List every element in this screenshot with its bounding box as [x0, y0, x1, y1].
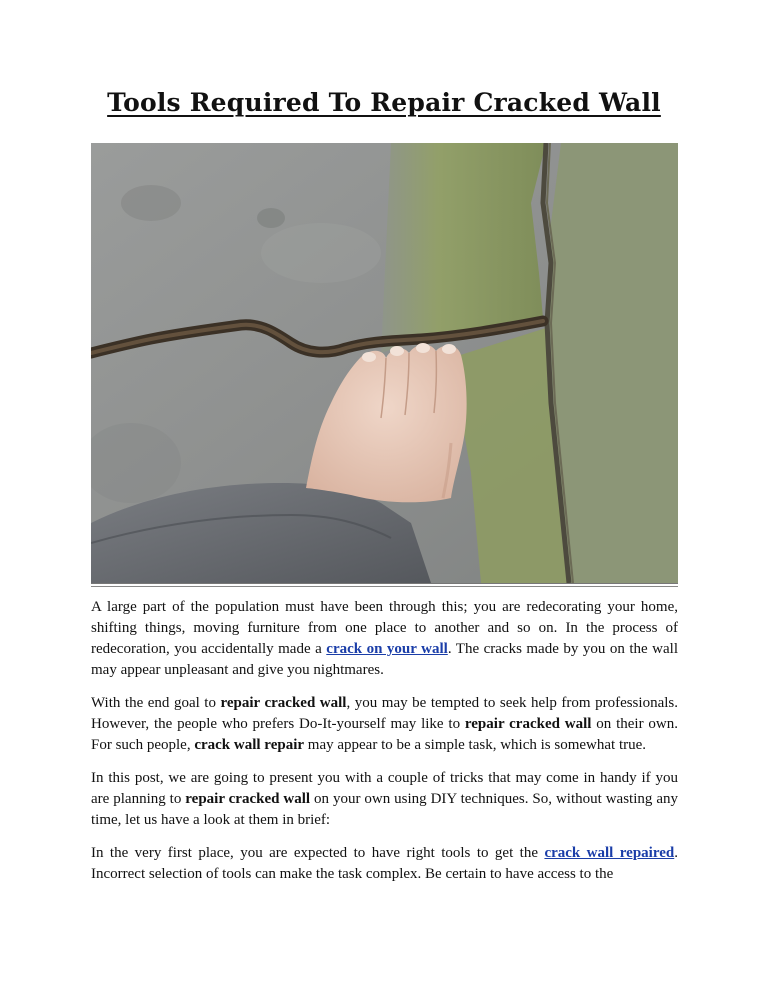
paragraph-2-text-end: may appear to be a simple task, which is somewhat true.	[304, 737, 647, 753]
article-body	[91, 597, 678, 897]
image-divider	[91, 586, 678, 587]
paragraph-2	[91, 693, 678, 756]
paragraph-1-text-end: . The cracks made by you on the wall may appear unpleasant and give you nightmares.	[91, 641, 678, 678]
bold-keyword: repair cracked wall	[464, 716, 592, 732]
paragraph-2-text-mid: , you may be tempted to seek help from professionals. However, the people who prefers Do-It-yourself may like to	[91, 695, 678, 732]
paragraph-3	[91, 768, 678, 831]
bold-keyword: repair cracked wall	[185, 791, 311, 807]
paragraph-4-text: In the very first place, you are expected to have right tools to get the	[91, 845, 545, 861]
paragraph-2-text-mid2: on their own. For such people,	[91, 716, 678, 753]
bold-keyword: repair cracked wall	[220, 695, 347, 711]
page-title: Tools Required To Repair Cracked Wall	[107, 88, 661, 117]
paragraph-1	[91, 597, 678, 681]
crack-wall-repaired-link[interactable]: crack wall repaired	[544, 845, 675, 861]
paragraph-3-text-end: on your own using DIY techniques. So, without wasting any time, let us have a look at them in brief:	[91, 791, 678, 828]
crack-on-your-wall-link[interactable]: crack on your wall	[326, 641, 448, 657]
cracked-wall-photo-icon	[91, 143, 678, 584]
paragraph-4-text-end: . Incorrect selection of tools can make the task complex. Be certain to have access to the	[91, 845, 678, 882]
paragraph-2-text: With the end goal to	[91, 695, 221, 711]
paragraph-1-text: A large part of the population must have been through this; you are redecorating your home, shifting things, moving furniture from one place to another and so on. In the process of redecoration, you accidentally made a	[91, 599, 678, 657]
paragraph-4	[91, 843, 678, 885]
paragraph-3-text: In this post, we are going to present you with a couple of tricks that may come in handy if you are planning to	[91, 770, 678, 807]
bold-keyword: crack wall repair	[194, 737, 305, 753]
